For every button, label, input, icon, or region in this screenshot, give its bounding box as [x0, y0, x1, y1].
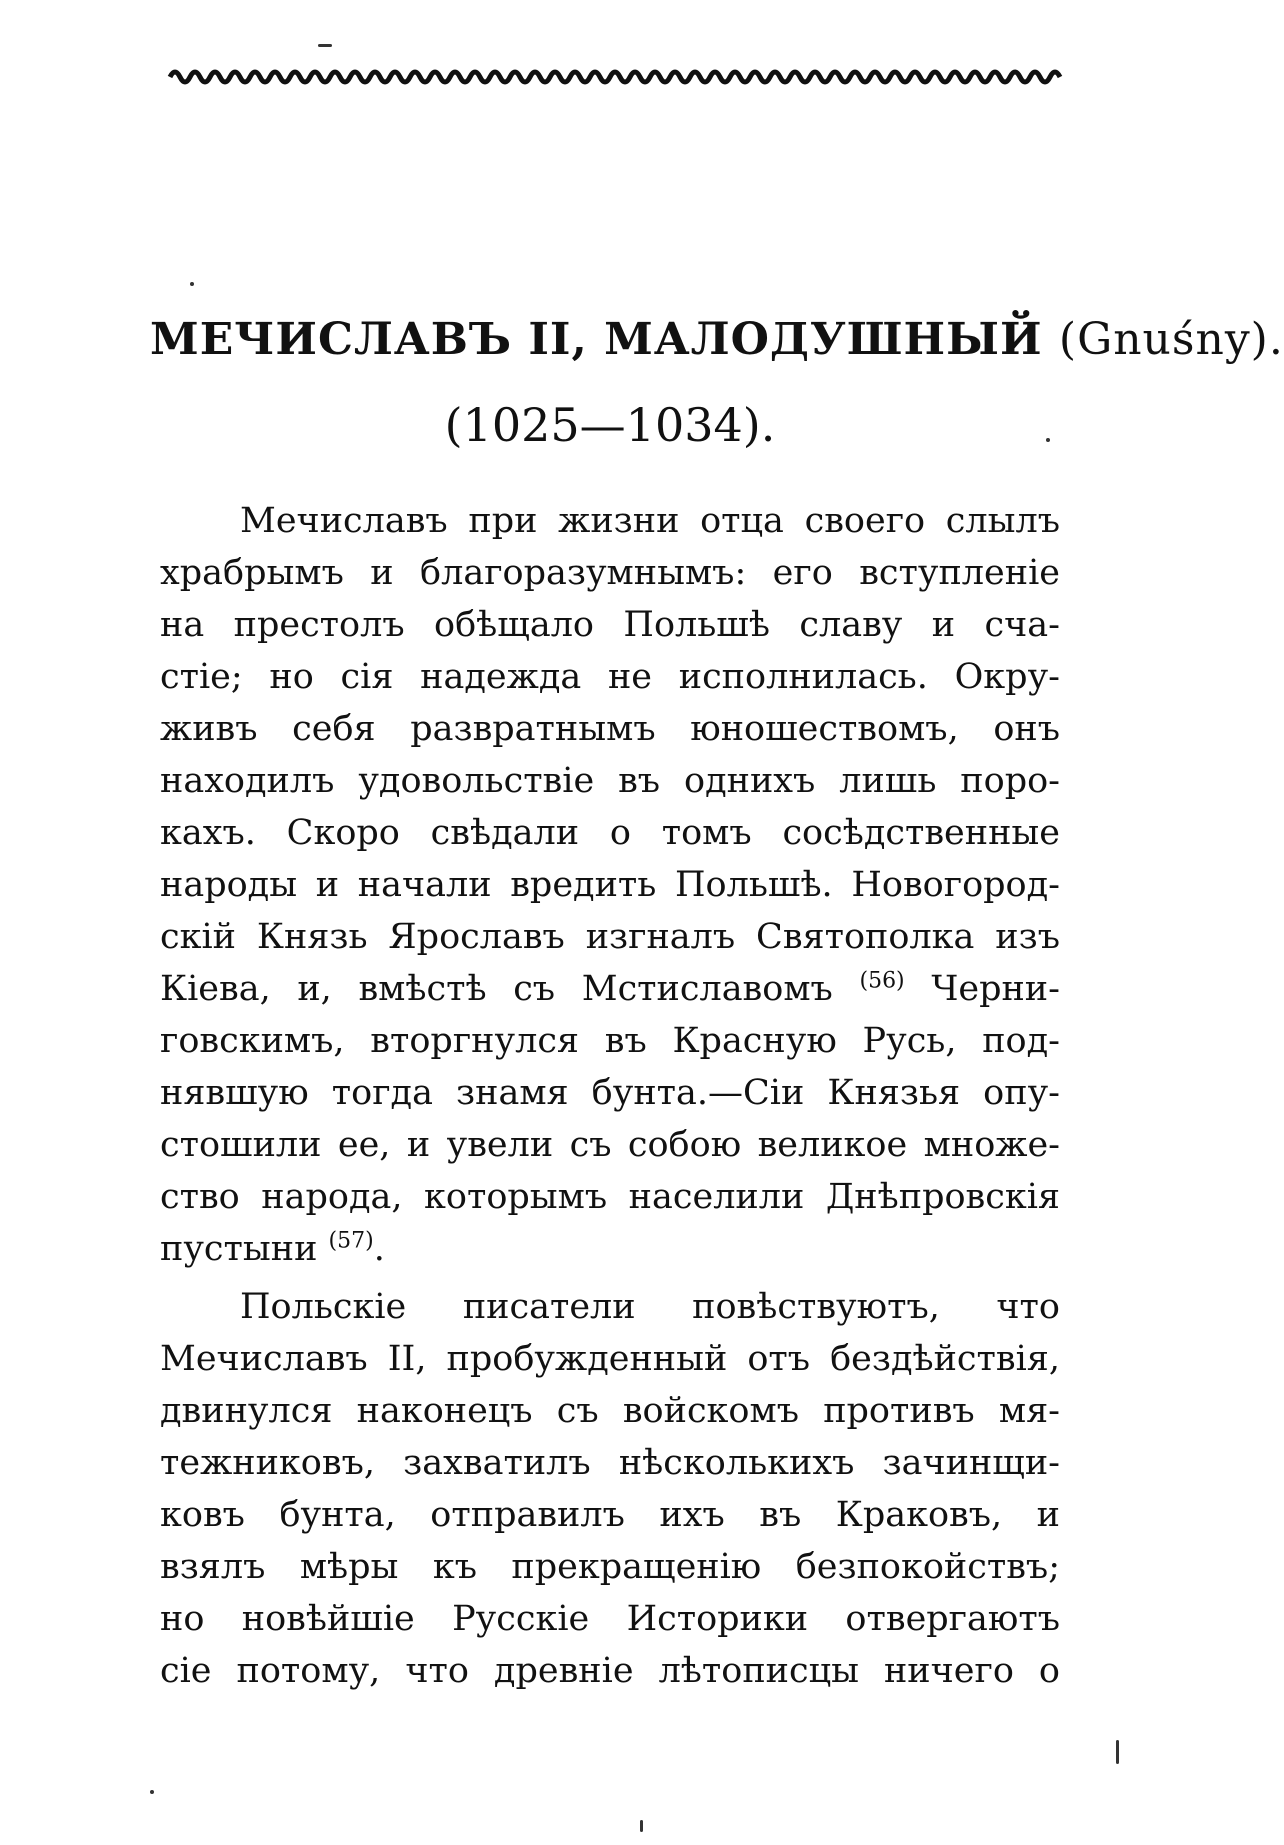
reign-years: (1025—1034).: [444, 398, 776, 452]
text-line-start: Кіева, и, вмѣстѣ съ Мстиславомъ: [160, 969, 833, 1009]
text-line: скій Князь Ярославъ изгналъ Святополка изъ: [160, 917, 1060, 957]
scan-speck: [1046, 438, 1050, 442]
chapter-heading: [150, 310, 1284, 370]
scan-speck: [1116, 1740, 1119, 1764]
text-line: стіе; но сія надежда не исполнилась. Окру-: [160, 657, 1060, 697]
body-text: [160, 495, 1060, 1697]
scan-speck: [150, 1790, 154, 1794]
footnote-ref-57: (57): [328, 1228, 374, 1254]
text-line: Мечиславъ II, пробужденный отъ бездѣйствія,: [160, 1339, 1060, 1379]
text-line: взялъ мѣры къ прекращенію безпокойствъ;: [160, 1547, 1060, 1587]
chapter-latin-epithet: (Gnuśny).: [1058, 314, 1284, 365]
chapter-title: МЕЧИСЛАВЪ II, МАЛОДУШНЫЙ: [150, 314, 1043, 365]
decorative-rule: [170, 62, 1060, 92]
text-line: двинулся наконецъ съ войскомъ противъ мя-: [160, 1391, 1060, 1431]
text-line-start: пустыни: [160, 1229, 318, 1269]
text-line: тежниковъ, захватилъ нѣсколькихъ зачинщи-: [160, 1443, 1060, 1483]
text-line-end: .: [373, 1229, 385, 1269]
text-line: нявшую тогда знамя бунта.—Сіи Князья опу-: [160, 1073, 1060, 1113]
paragraph-2: [160, 1281, 1060, 1697]
text-line: ство народа, которымъ населили Днѣпровскія: [160, 1177, 1060, 1217]
scan-speck: [318, 44, 332, 47]
scan-speck: [190, 282, 194, 286]
text-line: сіе потому, что древніе лѣтописцы ничего о: [160, 1651, 1060, 1691]
text-line: живъ себя развратнымъ юношествомъ, онъ: [160, 709, 1060, 749]
text-line-with-note: [160, 1223, 1060, 1275]
text-line: ковъ бунта, отправилъ ихъ въ Краковъ, и: [160, 1495, 1060, 1535]
text-line: находилъ удовольствіе въ однихъ лишь поро-: [160, 761, 1060, 801]
text-line: Мечиславъ при жизни отца своего слылъ: [240, 501, 1060, 541]
text-line: но новѣйшіе Русскіе Историки отвергаютъ: [160, 1599, 1060, 1639]
text-line: стошили ее, и увели съ собою великое множе-: [160, 1125, 1060, 1165]
footnote-ref-56: (56): [859, 968, 905, 994]
scan-speck: [640, 1820, 643, 1832]
text-line: говскимъ, вторгнулся въ Красную Русь, под-: [160, 1021, 1060, 1061]
text-line-with-note: [160, 963, 1060, 1015]
text-line: на престолъ обѣщало Польшѣ славу и сча-: [160, 605, 1060, 645]
paragraph-1: [160, 495, 1060, 1275]
text-line-end: Черни-: [931, 969, 1060, 1009]
text-line: Польскіе писатели повѣствуютъ, что: [240, 1287, 1060, 1327]
text-line: кахъ. Скоро свѣдали о томъ сосѣдственные: [160, 813, 1060, 853]
text-line: народы и начали вредить Польшѣ. Новогород-: [160, 865, 1060, 905]
text-line: храбрымъ и благоразумнымъ: его вступленіе: [160, 553, 1060, 593]
